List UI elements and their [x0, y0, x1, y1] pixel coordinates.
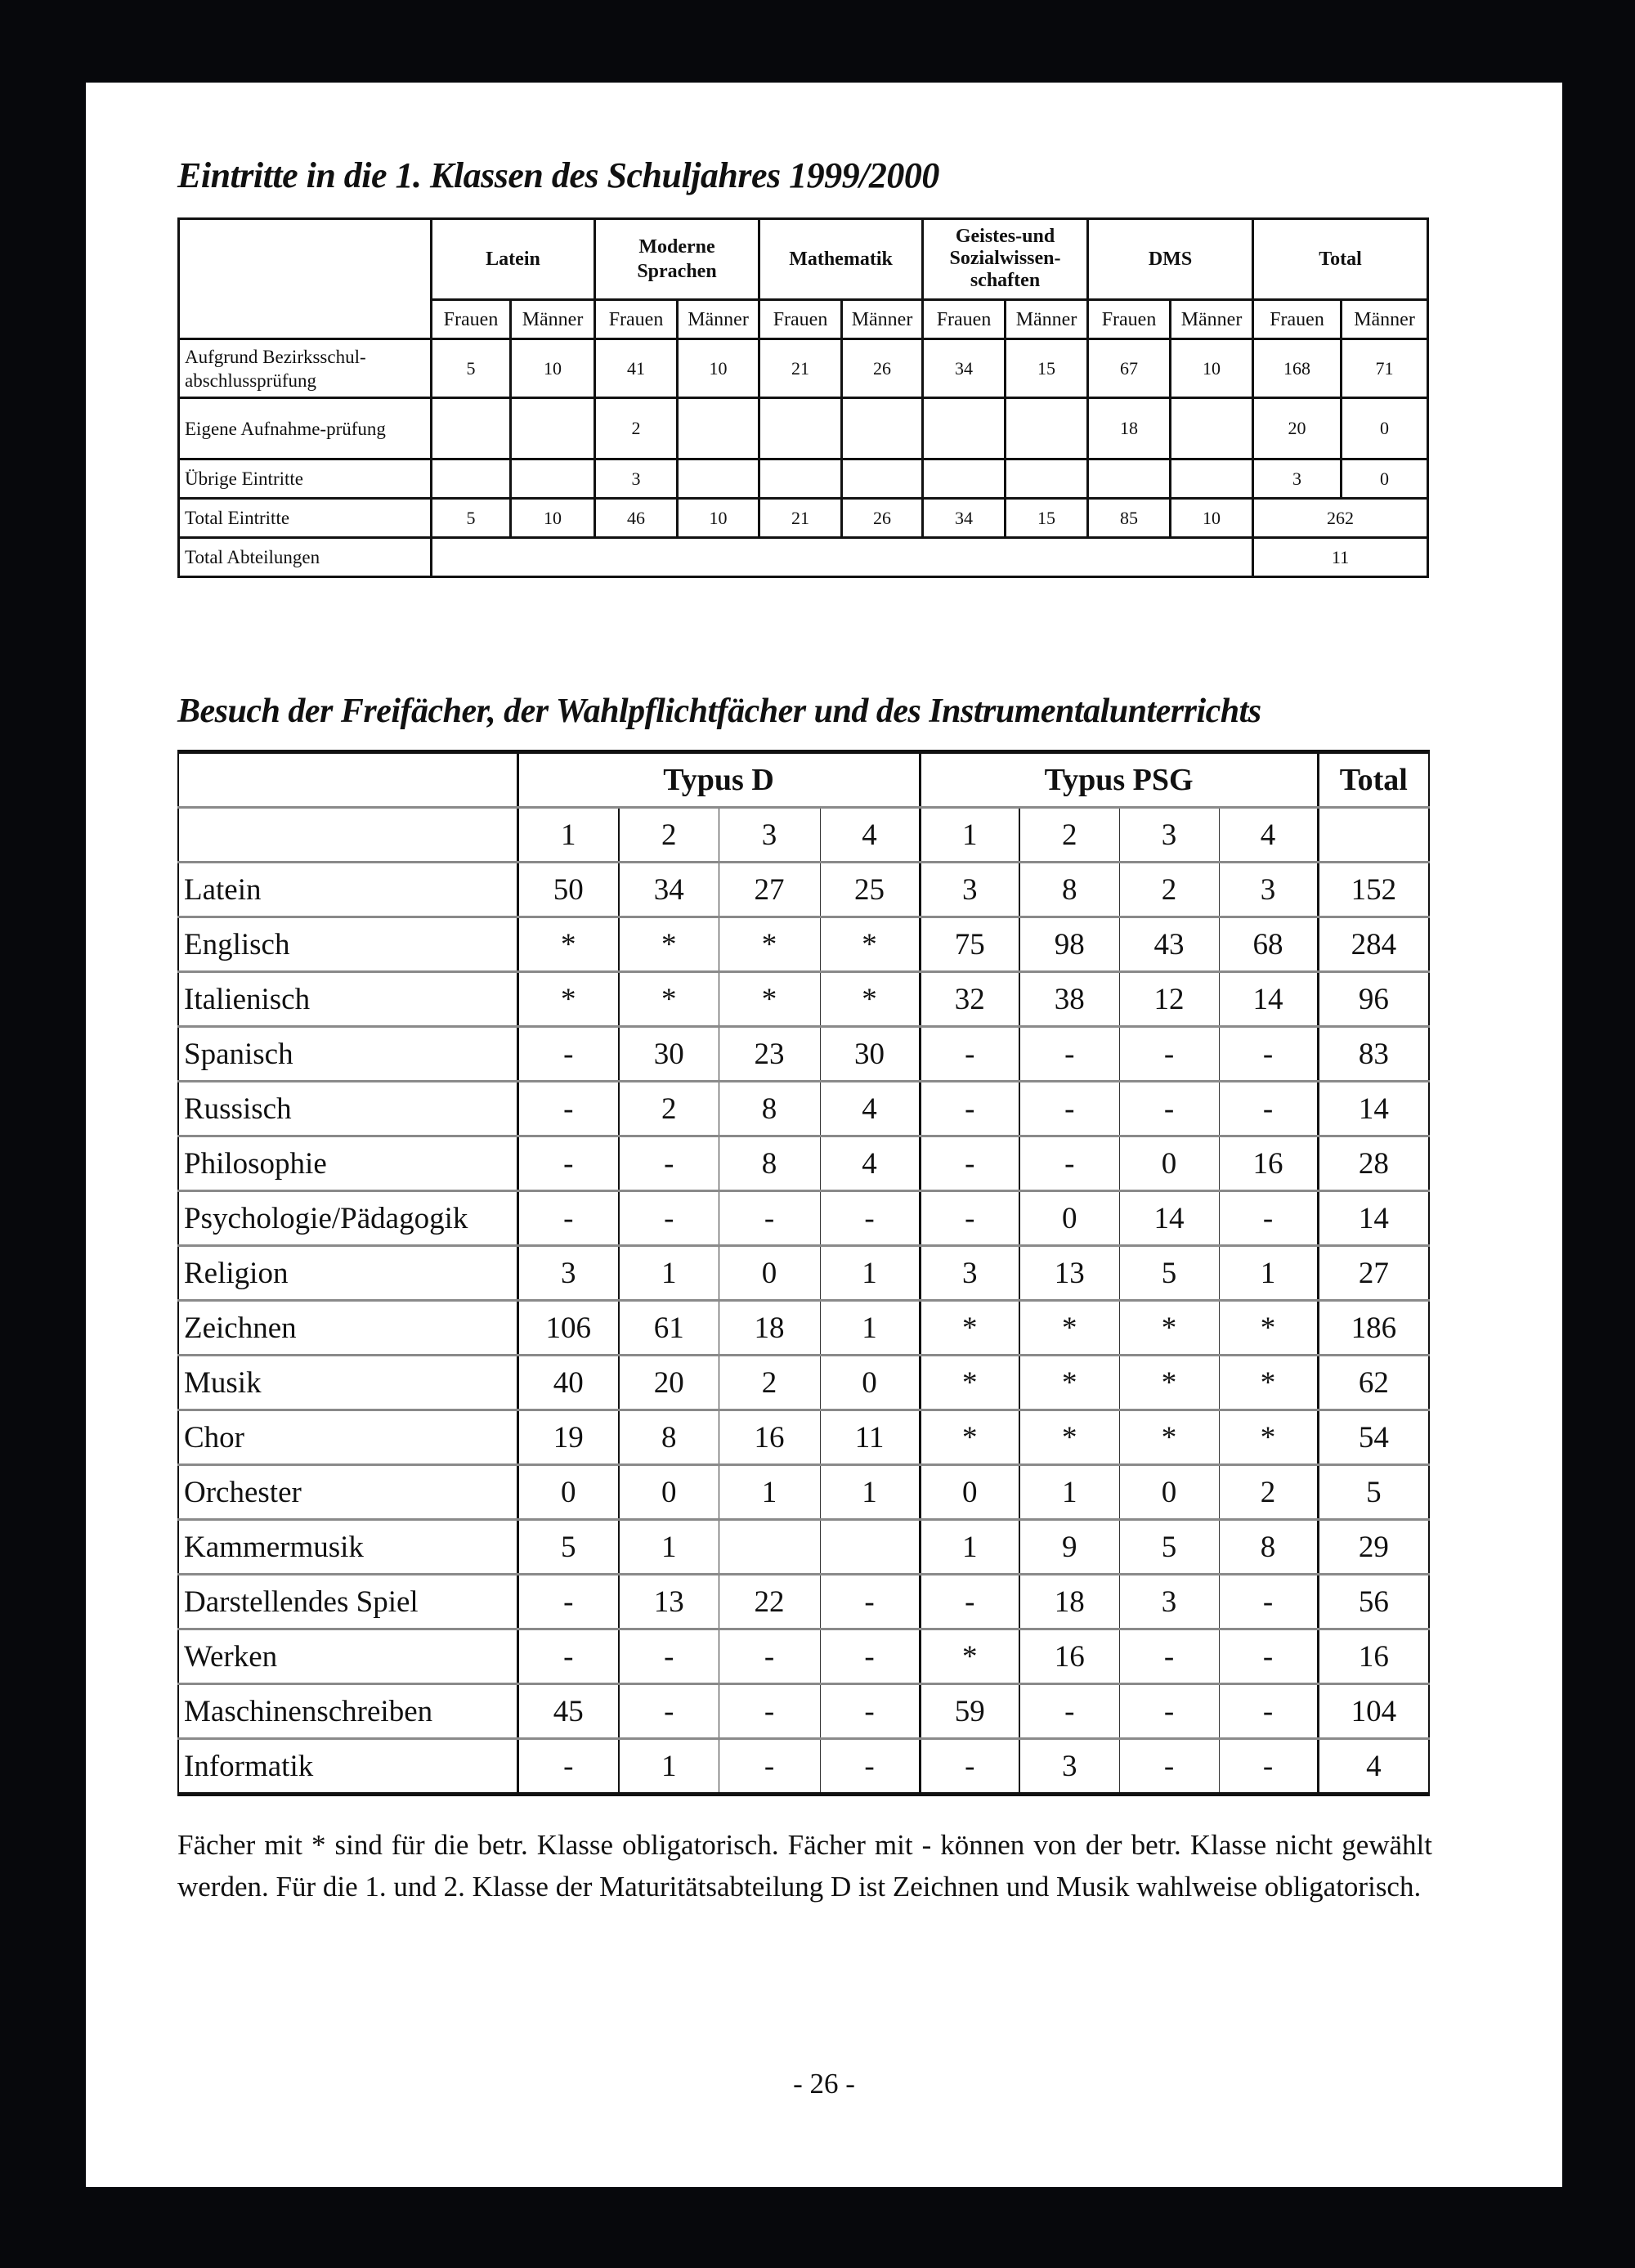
cell: - [619, 1191, 719, 1246]
table-row [178, 1410, 1429, 1465]
cell: * [619, 917, 719, 972]
subheader: Frauen [1253, 300, 1342, 339]
cell: 40 [517, 1356, 619, 1410]
cell: - [1119, 1082, 1219, 1136]
entries-table [177, 217, 1429, 578]
table-row [179, 499, 1428, 538]
cell [1006, 398, 1088, 459]
cell: 32 [920, 972, 1019, 1027]
table-row [178, 1575, 1429, 1629]
cell: 8 [1219, 1520, 1318, 1575]
cell: 1 [820, 1246, 920, 1301]
cell: 168 [1253, 339, 1342, 398]
cell [432, 398, 511, 459]
cell: - [1119, 1629, 1219, 1684]
cell: - [820, 1191, 920, 1246]
subheader: Frauen [595, 300, 678, 339]
row-label: Philosophie [178, 1136, 517, 1191]
cell: 14 [1219, 972, 1318, 1027]
row-total: 54 [1318, 1410, 1429, 1465]
row-label: Chor [178, 1410, 517, 1465]
class-number: 2 [1019, 808, 1119, 863]
row-total: 62 [1318, 1356, 1429, 1410]
corner-cell [179, 219, 432, 339]
cell: 0 [920, 1465, 1019, 1520]
cell: - [820, 1684, 920, 1739]
cell: 3 [595, 459, 678, 499]
cell: - [719, 1684, 820, 1739]
group-header-text: Moderne Sprachen [637, 236, 717, 282]
row-label: Religion [178, 1246, 517, 1301]
cell: 30 [820, 1027, 920, 1082]
cell: * [820, 972, 920, 1027]
class-number-row [178, 808, 1429, 863]
cell: 13 [619, 1575, 719, 1629]
cell: - [1219, 1082, 1318, 1136]
cell: * [517, 917, 619, 972]
cell: * [920, 1301, 1019, 1356]
row-label: Latein [178, 863, 517, 917]
cell: 20 [1253, 398, 1342, 459]
cell [842, 398, 923, 459]
cell: * [1219, 1410, 1318, 1465]
table-row [178, 1301, 1429, 1356]
cell: 18 [719, 1301, 820, 1356]
row-total: 29 [1318, 1520, 1429, 1575]
cell [1171, 459, 1253, 499]
empty-merged-cell [432, 538, 1253, 577]
subheader: Männer [1342, 300, 1428, 339]
cell: - [719, 1629, 820, 1684]
cell: 0 [517, 1465, 619, 1520]
cell: 23 [719, 1027, 820, 1082]
cell [678, 459, 759, 499]
cell: 2 [595, 398, 678, 459]
cell: * [517, 972, 619, 1027]
cell: 46 [595, 499, 678, 538]
table-row [179, 538, 1428, 577]
cell: 5 [432, 499, 511, 538]
row-label: Spanisch [178, 1027, 517, 1082]
cell: * [1019, 1410, 1119, 1465]
cell: 10 [511, 499, 595, 538]
cell: 3 [1219, 863, 1318, 917]
row-total: 83 [1318, 1027, 1429, 1082]
cell: * [1119, 1410, 1219, 1465]
cell: 1 [920, 1520, 1019, 1575]
group-header-typus-psg: Typus PSG [920, 752, 1318, 808]
cell: 3 [1253, 459, 1342, 499]
group-header: DMS [1088, 219, 1253, 300]
subheader: Männer [678, 300, 759, 339]
cell: 27 [719, 863, 820, 917]
cell: 61 [619, 1301, 719, 1356]
class-number: 3 [719, 808, 820, 863]
row-total: 152 [1318, 863, 1429, 917]
total-header-empty [1318, 808, 1429, 863]
corner-cell [178, 752, 517, 808]
cell: 22 [719, 1575, 820, 1629]
table-row [179, 339, 1428, 398]
cell: - [1019, 1082, 1119, 1136]
cell: * [820, 917, 920, 972]
cell: - [820, 1739, 920, 1795]
cell: - [1019, 1136, 1119, 1191]
corner-cell [178, 808, 517, 863]
cell: * [719, 917, 820, 972]
cell: - [920, 1082, 1019, 1136]
cell: 8 [619, 1410, 719, 1465]
cell: * [619, 972, 719, 1027]
cell: 71 [1342, 339, 1428, 398]
cell: 11 [820, 1410, 920, 1465]
cell: 19 [517, 1410, 619, 1465]
cell: 20 [619, 1356, 719, 1410]
table-row [178, 863, 1429, 917]
cell: 8 [1019, 863, 1119, 917]
cell: - [619, 1136, 719, 1191]
cell: - [1219, 1684, 1318, 1739]
row-label: Kammermusik [178, 1520, 517, 1575]
subheader: Männer [1006, 300, 1088, 339]
cell [759, 398, 842, 459]
electives-body [178, 863, 1429, 1795]
row-label: Aufgrund Bezirksschul-abschlussprüfung [179, 339, 432, 398]
table-row [178, 1027, 1429, 1082]
cell: 1 [820, 1301, 920, 1356]
cell: - [820, 1575, 920, 1629]
cell: - [517, 1027, 619, 1082]
cell: 9 [1019, 1520, 1119, 1575]
row-total: 4 [1318, 1739, 1429, 1795]
cell: 3 [1119, 1575, 1219, 1629]
cell: - [920, 1575, 1019, 1629]
cell [719, 1520, 820, 1575]
row-total: 96 [1318, 972, 1429, 1027]
cell [759, 459, 842, 499]
cell: - [1219, 1027, 1318, 1082]
cell: - [920, 1027, 1019, 1082]
group-header: Mathematik [759, 219, 923, 300]
cell [511, 459, 595, 499]
row-label: Übrige Eintritte [179, 459, 432, 499]
cell: 34 [923, 339, 1006, 398]
group-header-row [178, 752, 1429, 808]
table1-title: Eintritte in die 1. Klassen des Schuljahres 1999/2000 [177, 155, 939, 195]
table-row [179, 459, 1428, 499]
cell: - [517, 1136, 619, 1191]
cell: 0 [1119, 1136, 1219, 1191]
cell: 43 [1119, 917, 1219, 972]
page-number: - 26 - [793, 2068, 855, 2100]
cell: 67 [1088, 339, 1171, 398]
cell: 10 [1171, 339, 1253, 398]
subheader: Frauen [1088, 300, 1171, 339]
row-label: Maschinenschreiben [178, 1684, 517, 1739]
cell: - [820, 1629, 920, 1684]
cell [511, 398, 595, 459]
cell: - [920, 1191, 1019, 1246]
cell: - [1019, 1684, 1119, 1739]
cell: 4 [820, 1136, 920, 1191]
cell: - [920, 1136, 1019, 1191]
row-total: 27 [1318, 1246, 1429, 1301]
subheader: Frauen [759, 300, 842, 339]
cell: 25 [820, 863, 920, 917]
cell: 1 [820, 1465, 920, 1520]
row-total: 284 [1318, 917, 1429, 972]
cell: - [1219, 1629, 1318, 1684]
class-number: 1 [920, 808, 1019, 863]
cell: - [719, 1739, 820, 1795]
cell: 45 [517, 1684, 619, 1739]
cell: 0 [820, 1356, 920, 1410]
subheader: Frauen [923, 300, 1006, 339]
cell [923, 398, 1006, 459]
group-header: Total [1253, 219, 1428, 300]
class-number: 1 [517, 808, 619, 863]
table-row [178, 1246, 1429, 1301]
cell: 16 [719, 1410, 820, 1465]
cell: 3 [920, 1246, 1019, 1301]
cell: - [619, 1684, 719, 1739]
cell: * [1119, 1301, 1219, 1356]
row-label: Total Abteilungen [179, 538, 432, 577]
cell: 26 [842, 339, 923, 398]
cell [842, 459, 923, 499]
cell: 0 [1119, 1465, 1219, 1520]
cell: 3 [1019, 1739, 1119, 1795]
cell [1088, 459, 1171, 499]
row-label: Eigene Aufnahme-prüfung [179, 398, 432, 459]
row-label: Werken [178, 1629, 517, 1684]
cell: 5 [1119, 1520, 1219, 1575]
table-row [178, 1136, 1429, 1191]
cell: 85 [1088, 499, 1171, 538]
subheader: Männer [1171, 300, 1253, 339]
table-row [178, 1191, 1429, 1246]
cell: - [517, 1575, 619, 1629]
cell [1006, 459, 1088, 499]
cell: - [1119, 1027, 1219, 1082]
group-header-typus-d: Typus D [517, 752, 920, 808]
cell: 1 [619, 1246, 719, 1301]
group-header [923, 219, 1088, 300]
cell: 0 [619, 1465, 719, 1520]
table-row [178, 1520, 1429, 1575]
cell: 10 [678, 339, 759, 398]
cell: 0 [1342, 459, 1428, 499]
cell: - [920, 1739, 1019, 1795]
cell: 16 [1219, 1136, 1318, 1191]
cell: 3 [920, 863, 1019, 917]
table-row [178, 1082, 1429, 1136]
table-row [178, 1356, 1429, 1410]
class-number: 2 [619, 808, 719, 863]
cell: 2 [1119, 863, 1219, 917]
cell: 18 [1019, 1575, 1119, 1629]
cell: 50 [517, 863, 619, 917]
row-total: 16 [1318, 1629, 1429, 1684]
cell [923, 459, 1006, 499]
cell: 30 [619, 1027, 719, 1082]
cell: - [1219, 1575, 1318, 1629]
cell: 1 [619, 1739, 719, 1795]
cell: 59 [920, 1684, 1019, 1739]
subheader: Männer [842, 300, 923, 339]
cell [678, 398, 759, 459]
cell: 98 [1019, 917, 1119, 972]
class-number: 3 [1119, 808, 1219, 863]
footnote: Fächer mit * sind für die betr. Klasse obligatorisch. Fächer mit - können von der betr. Klasse nicht gewählt werden. Für die 1. und 2. Klasse der Maturitätsabteilung D ist Zeichnen und Musik wahlweise obligatorisch. [177, 1829, 1432, 1903]
table-row [178, 1684, 1429, 1739]
cell: - [517, 1629, 619, 1684]
table-row [178, 1465, 1429, 1520]
cell: - [517, 1191, 619, 1246]
row-label: Zeichnen [178, 1301, 517, 1356]
cell: 10 [1171, 499, 1253, 538]
cell: 1 [1019, 1465, 1119, 1520]
cell: * [920, 1410, 1019, 1465]
cell [432, 459, 511, 499]
cell: - [1219, 1739, 1318, 1795]
cell: 21 [759, 499, 842, 538]
row-label: Russisch [178, 1082, 517, 1136]
cell: 41 [595, 339, 678, 398]
table-row [178, 972, 1429, 1027]
cell: - [1219, 1191, 1318, 1246]
cell: 16 [1019, 1629, 1119, 1684]
table2-title: Besuch der Freifächer, der Wahlpflichtfächer und des Instrumentalunterrichts [177, 693, 1261, 730]
row-label: Darstellendes Spiel [178, 1575, 517, 1629]
row-label: Orchester [178, 1465, 517, 1520]
group-header: Latein [432, 219, 595, 300]
cell: * [920, 1629, 1019, 1684]
class-number: 4 [820, 808, 920, 863]
cell: 13 [1019, 1246, 1119, 1301]
row-label: Musik [178, 1356, 517, 1410]
group-header-text: Geistes-und Sozialwissen-schaften [949, 226, 1061, 291]
cell: - [719, 1191, 820, 1246]
cell: * [1219, 1356, 1318, 1410]
row-total: 56 [1318, 1575, 1429, 1629]
cell: 5 [517, 1520, 619, 1575]
table-row [178, 1739, 1429, 1795]
cell: 75 [920, 917, 1019, 972]
cell: 2 [719, 1356, 820, 1410]
subheader: Frauen [432, 300, 511, 339]
row-total: 28 [1318, 1136, 1429, 1191]
departments-total-cell: 11 [1253, 538, 1428, 577]
cell: * [1119, 1356, 1219, 1410]
cell: 26 [842, 499, 923, 538]
group-header [595, 219, 759, 300]
row-total: 186 [1318, 1301, 1429, 1356]
cell: - [619, 1629, 719, 1684]
cell: 15 [1006, 499, 1088, 538]
cell: 2 [1219, 1465, 1318, 1520]
cell: 15 [1006, 339, 1088, 398]
row-total: 14 [1318, 1082, 1429, 1136]
cell [820, 1520, 920, 1575]
row-label: Italienisch [178, 972, 517, 1027]
row-label: Englisch [178, 917, 517, 972]
cell: - [517, 1739, 619, 1795]
cell: 0 [1019, 1191, 1119, 1246]
row-label: Total Eintritte [179, 499, 432, 538]
cell: 21 [759, 339, 842, 398]
row-label: Informatik [178, 1739, 517, 1795]
cell: 10 [511, 339, 595, 398]
cell: - [1019, 1027, 1119, 1082]
cell: 68 [1219, 917, 1318, 972]
cell: * [920, 1356, 1019, 1410]
cell: * [1019, 1356, 1119, 1410]
electives-table [177, 750, 1430, 1796]
table-row [179, 398, 1428, 459]
cell: 4 [820, 1082, 920, 1136]
document-page [86, 83, 1562, 2187]
cell: 5 [432, 339, 511, 398]
row-total: 104 [1318, 1684, 1429, 1739]
cell: - [517, 1082, 619, 1136]
row-total: 5 [1318, 1465, 1429, 1520]
cell: 0 [1342, 398, 1428, 459]
row-total: 14 [1318, 1191, 1429, 1246]
cell: 34 [619, 863, 719, 917]
cell: * [719, 972, 820, 1027]
class-number: 4 [1219, 808, 1318, 863]
cell: 12 [1119, 972, 1219, 1027]
cell: 2 [619, 1082, 719, 1136]
row-label: Psychologie/Pädagogik [178, 1191, 517, 1246]
cell: 1 [719, 1465, 820, 1520]
cell: 8 [719, 1136, 820, 1191]
cell: 5 [1119, 1246, 1219, 1301]
cell: 34 [923, 499, 1006, 538]
cell: 8 [719, 1082, 820, 1136]
cell: - [1119, 1739, 1219, 1795]
cell [1171, 398, 1253, 459]
cell: 18 [1088, 398, 1171, 459]
cell: - [1119, 1684, 1219, 1739]
table-row [178, 917, 1429, 972]
cell: * [1019, 1301, 1119, 1356]
cell: 1 [1219, 1246, 1318, 1301]
grand-total-cell: 262 [1253, 499, 1428, 538]
cell: 38 [1019, 972, 1119, 1027]
cell: 14 [1119, 1191, 1219, 1246]
subheader: Männer [511, 300, 595, 339]
cell: 10 [678, 499, 759, 538]
table-row [178, 1629, 1429, 1684]
cell: 1 [619, 1520, 719, 1575]
cell: * [1219, 1301, 1318, 1356]
group-header-total: Total [1318, 752, 1429, 808]
cell: 3 [517, 1246, 619, 1301]
cell: 0 [719, 1246, 820, 1301]
cell: 106 [517, 1301, 619, 1356]
